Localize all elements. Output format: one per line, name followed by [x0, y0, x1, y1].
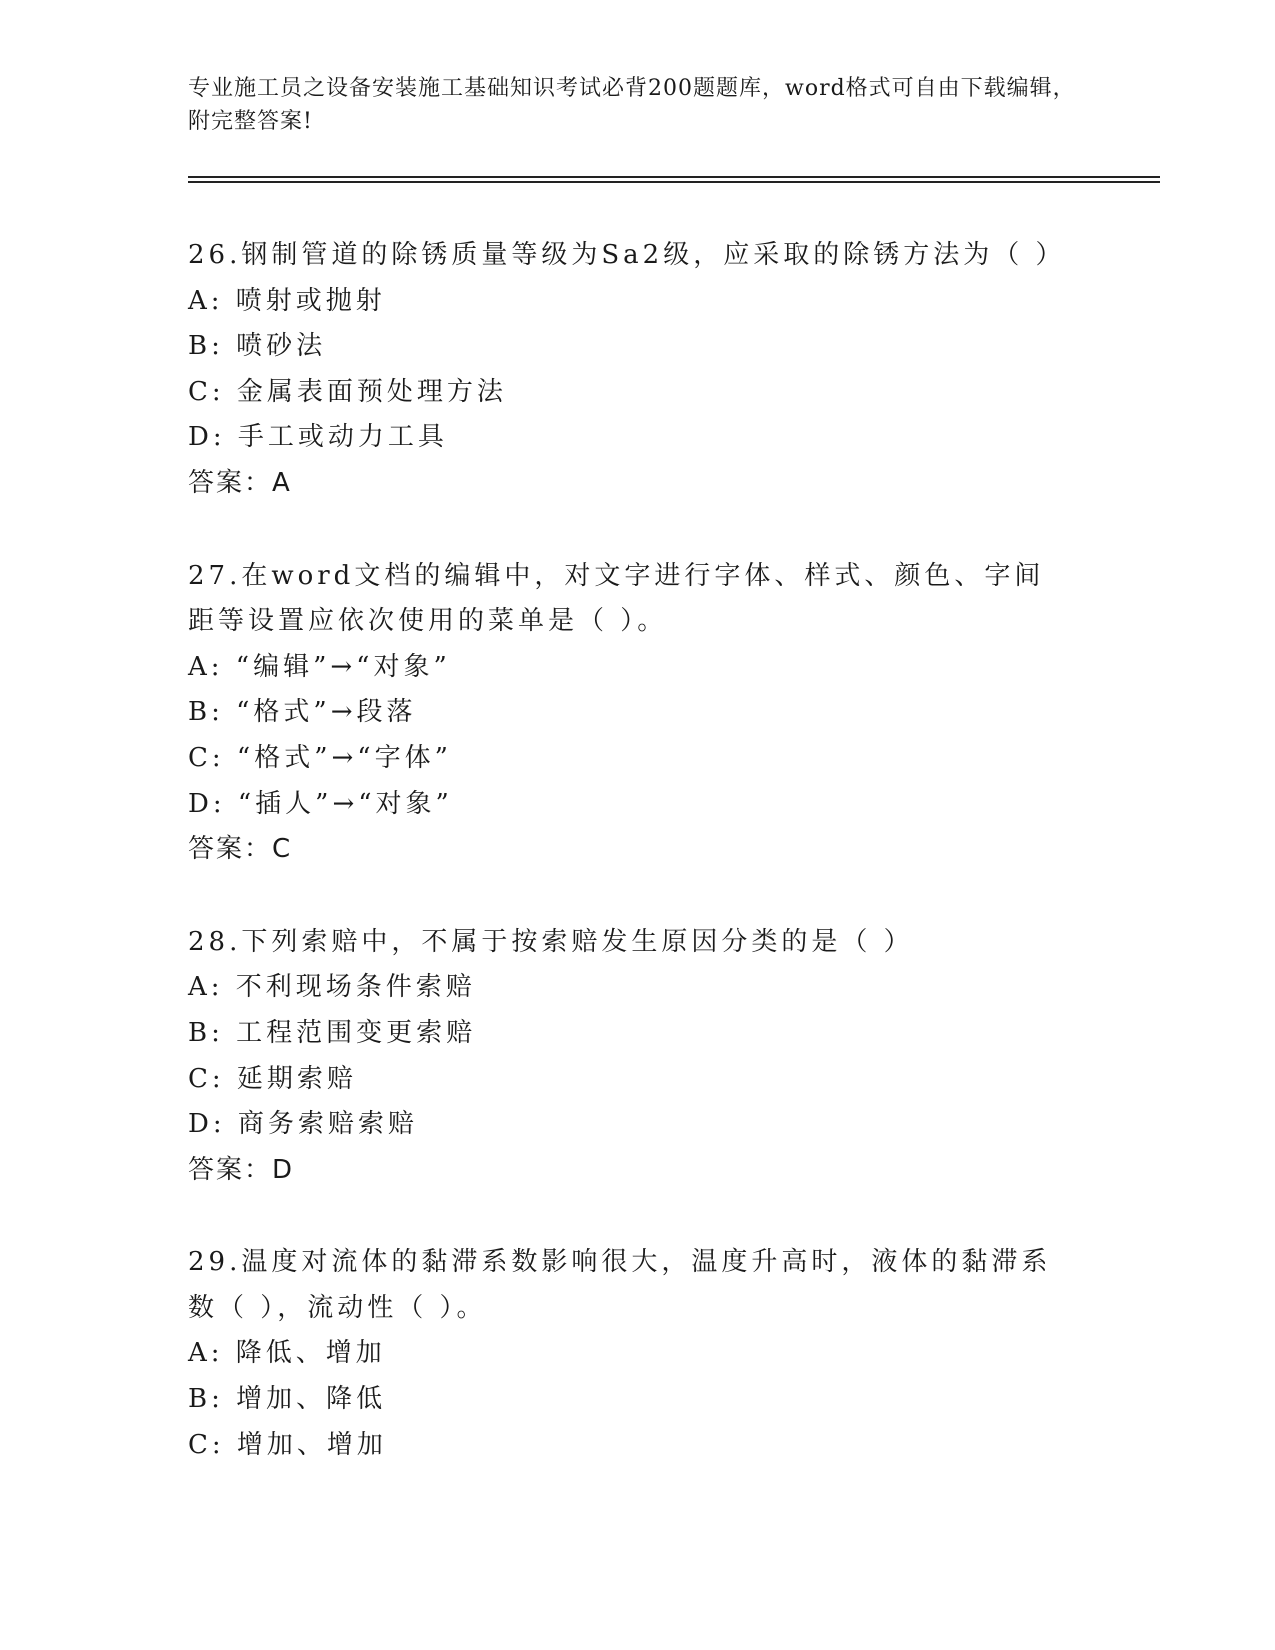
question-stem: 28.下列索赔中，不属于按索赔发生原因分类的是（ ）	[188, 926, 914, 957]
option-a: A: 喷射或抛射	[188, 285, 386, 316]
question-29	[188, 1240, 1088, 1468]
option-a: A: 降低、增加	[188, 1338, 386, 1369]
option-b: B: 增加、降低	[188, 1384, 387, 1415]
option-d: D: “插人”→“对象”	[188, 788, 453, 819]
option-c: C: 延期索赔	[188, 1063, 357, 1094]
option-b: B: “格式”→段落	[188, 697, 417, 728]
header-divider-bottom	[188, 181, 1160, 183]
option-a: A: “编辑”→“对象”	[188, 651, 451, 682]
option-d: D: 手工或动力工具	[188, 422, 448, 453]
document-header: 专业施工员之设备安装施工基础知识考试必背200题题库，word格式可自由下载编辑，附完整答案!	[188, 76, 1076, 134]
option-d: D: 商务索赔索赔	[188, 1109, 418, 1140]
answer-line: 答案：D	[188, 1154, 295, 1185]
question-stem: 29.温度对流体的黏滞系数影响很大，温度升高时，液体的黏滞系数（ ），流动性（ ）。	[188, 1247, 1052, 1323]
question-stem: 26.钢制管道的除锈质量等级为Sa2级，应采取的除锈方法为（ ）	[188, 240, 1066, 270]
question-stem: 27.在word文档的编辑中，对文字进行字体、样式、颜色、字间距等设置应依次使用的菜单是（ ）。	[188, 560, 1045, 637]
question-26	[188, 233, 1088, 507]
option-c: C: 增加、增加	[188, 1429, 387, 1460]
answer-line: 答案：A	[188, 467, 292, 498]
option-c: C: “格式”→“字体”	[188, 742, 452, 773]
answer-line: 答案：C	[188, 834, 293, 865]
question-27	[188, 554, 1088, 873]
option-c: C: 金属表面预处理方法	[188, 376, 507, 407]
question-list	[188, 233, 1088, 1515]
question-28	[188, 920, 1088, 1194]
option-a: A: 不利现场条件索赔	[188, 972, 476, 1003]
option-b: B: 工程范围变更索赔	[188, 1017, 477, 1048]
header-divider-top	[188, 176, 1160, 178]
option-b: B: 喷砂法	[188, 331, 327, 362]
